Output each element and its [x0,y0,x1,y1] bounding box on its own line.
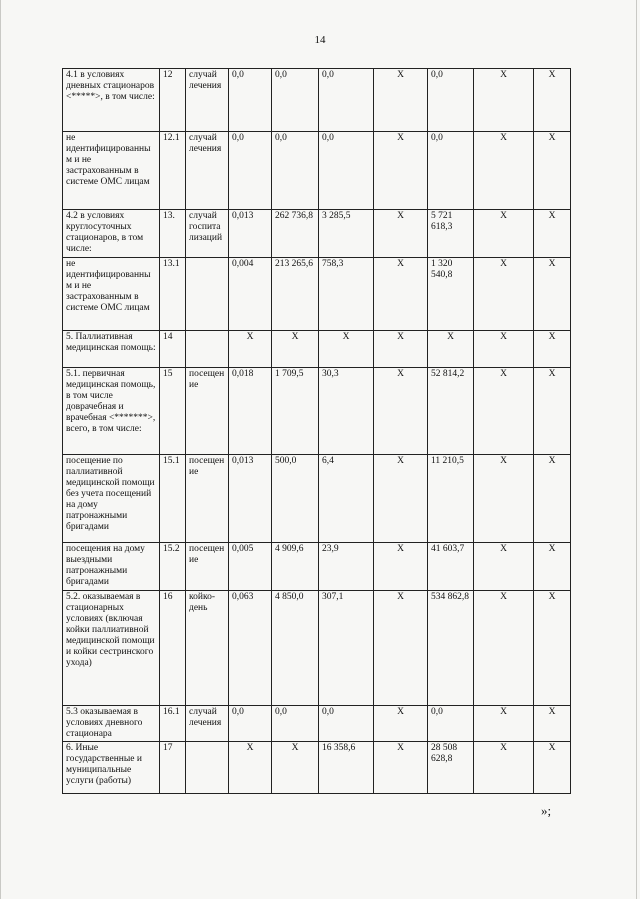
cell-row-number: 12.1 [160,132,186,210]
cell-cost-norm: 500,0 [272,455,319,543]
cell-unit: случай лечения [186,69,229,132]
cell-volume-norm: Х [229,742,272,794]
cell-total: Х [534,69,571,132]
page-number: 14 [314,34,326,46]
cell-total: Х [534,132,571,210]
cell-cost-budget: 11 210,5 [428,455,474,543]
cell-cost-norm: 1 709,5 [272,368,319,455]
cell-unit: посещение [186,455,229,543]
cell-cost-budget: Х [428,331,474,368]
cell-cost-norm: 262 736,8 [272,210,319,258]
cell-per-capita-oms: Х [374,455,428,543]
cell-row-number: 13.1 [160,258,186,331]
cell-per-capita-budget: 758,3 [319,258,374,331]
cell-row-label: посещения на дому выездными патронажными бригадами [63,543,160,591]
cell-row-label: не идентифицированным и не застрахованным в системе ОМС лицам [63,132,160,210]
cell-row-label: 4.1 в условиях дневных стационаров <*****>, в том числе: [63,69,160,132]
cell-volume-norm: 0,0 [229,132,272,210]
cell-row-label: 6. Иные государственные и муниципальные услуги (работы) [63,742,160,794]
cell-cost-budget: 28 508 628,8 [428,742,474,794]
cell-per-capita-oms: Х [374,706,428,742]
cell-total: Х [534,591,571,706]
cell-unit: посещение [186,543,229,591]
table-row [63,543,571,591]
table-row [63,455,571,543]
cell-total: Х [534,455,571,543]
cell-per-capita-oms: Х [374,132,428,210]
cell-per-capita-oms: Х [374,742,428,794]
cell-per-capita-oms: Х [374,591,428,706]
cell-cost-oms: Х [474,132,534,210]
cell-per-capita-budget: 0,0 [319,69,374,132]
scan-edge-right [636,0,637,899]
cell-cost-norm: 4 909,6 [272,543,319,591]
cell-row-number: 15.1 [160,455,186,543]
table-row [63,258,571,331]
cell-unit: случай лечения [186,132,229,210]
cell-row-label: 4.2 в условиях круглосуточных стационаров, в том числе: [63,210,160,258]
table-row [63,591,571,706]
cell-volume-norm: Х [229,331,272,368]
cell-cost-oms: Х [474,591,534,706]
table-row [63,69,571,132]
cell-row-label: 5.3 оказываемая в условиях дневного стационара [63,706,160,742]
cell-per-capita-budget: 23,9 [319,543,374,591]
cell-per-capita-budget: 30,3 [319,368,374,455]
cell-row-number: 16.1 [160,706,186,742]
cell-total: Х [534,210,571,258]
table-row [63,331,571,368]
cell-row-number: 15 [160,368,186,455]
cell-cost-oms: Х [474,69,534,132]
cell-cost-oms: Х [474,543,534,591]
cell-volume-norm: 0,013 [229,210,272,258]
cell-cost-budget: 5 721 618,3 [428,210,474,258]
cell-volume-norm: 0,005 [229,543,272,591]
cell-per-capita-oms: Х [374,69,428,132]
cell-cost-oms: Х [474,455,534,543]
cell-row-number: 17 [160,742,186,794]
cell-volume-norm: 0,004 [229,258,272,331]
cell-row-number: 15.2 [160,543,186,591]
cell-volume-norm: 0,0 [229,706,272,742]
cell-row-number: 14 [160,331,186,368]
cell-total: Х [534,706,571,742]
cell-volume-norm: 0,013 [229,455,272,543]
cell-cost-oms: Х [474,368,534,455]
cell-cost-oms: Х [474,706,534,742]
cell-unit: случай госпитализаций [186,210,229,258]
table-row [63,742,571,794]
cell-cost-norm: 0,0 [272,69,319,132]
cell-cost-norm: 213 265,6 [272,258,319,331]
cell-cost-budget: 0,0 [428,69,474,132]
cell-per-capita-oms: Х [374,543,428,591]
cell-cost-budget: 52 814,2 [428,368,474,455]
cell-cost-budget: 0,0 [428,132,474,210]
cell-total: Х [534,742,571,794]
cell-cost-norm: 0,0 [272,706,319,742]
cell-per-capita-budget: 6,4 [319,455,374,543]
cell-unit [186,331,229,368]
cell-unit [186,258,229,331]
cell-row-label: 5.1. первичная медицинская помощь, в том числе доврачебная и врачебная <*******>, всего, в том числе: [63,368,160,455]
cell-row-number: 12 [160,69,186,132]
cell-per-capita-budget: 3 285,5 [319,210,374,258]
cell-cost-budget: 1 320 540,8 [428,258,474,331]
cell-unit: посещение [186,368,229,455]
cell-row-number: 16 [160,591,186,706]
table-row [63,210,571,258]
cell-total: Х [534,331,571,368]
cell-per-capita-budget: 0,0 [319,132,374,210]
closing-quote-mark: »; [541,803,552,818]
cell-cost-oms: Х [474,742,534,794]
cell-per-capita-budget: 0,0 [319,706,374,742]
cell-cost-norm: 0,0 [272,132,319,210]
cell-per-capita-oms: Х [374,331,428,368]
cell-cost-budget: 0,0 [428,706,474,742]
cell-volume-norm: 0,0 [229,69,272,132]
cell-row-label: не идентифицированным и не застрахованным в системе ОМС лицам [63,258,160,331]
cell-per-capita-budget: 16 358,6 [319,742,374,794]
cell-cost-oms: Х [474,331,534,368]
cell-unit: койко-день [186,591,229,706]
cell-cost-norm: Х [272,742,319,794]
cell-volume-norm: 0,018 [229,368,272,455]
table-row [63,132,571,210]
cell-row-label: 5. Паллиативная медицинская помощь: [63,331,160,368]
cell-row-label: 5.2. оказываемая в стационарных условиях (включая койки паллиативной медицинской помощи и койки сестринского ухода) [63,591,160,706]
cell-per-capita-oms: Х [374,258,428,331]
cell-per-capita-oms: Х [374,368,428,455]
cell-per-capita-budget: 307,1 [319,591,374,706]
cell-unit [186,742,229,794]
cell-row-label: посещение по паллиативной медицинской помощи без учета посещений на дому патронажными бригадами [63,455,160,543]
table-row [63,706,571,742]
cell-row-number: 13. [160,210,186,258]
cell-per-capita-oms: Х [374,210,428,258]
scan-edge-left [0,0,1,899]
cell-cost-norm: 4 850,0 [272,591,319,706]
cell-cost-budget: 41 603,7 [428,543,474,591]
cell-cost-oms: Х [474,258,534,331]
cell-total: Х [534,368,571,455]
cell-volume-norm: 0,063 [229,591,272,706]
cell-total: Х [534,543,571,591]
cell-cost-norm: Х [272,331,319,368]
cell-cost-oms: Х [474,210,534,258]
cell-total: Х [534,258,571,331]
cell-per-capita-budget: Х [319,331,374,368]
cell-cost-budget: 534 862,8 [428,591,474,706]
cost-table [62,68,571,794]
cell-unit: случай лечения [186,706,229,742]
table-row [63,368,571,455]
